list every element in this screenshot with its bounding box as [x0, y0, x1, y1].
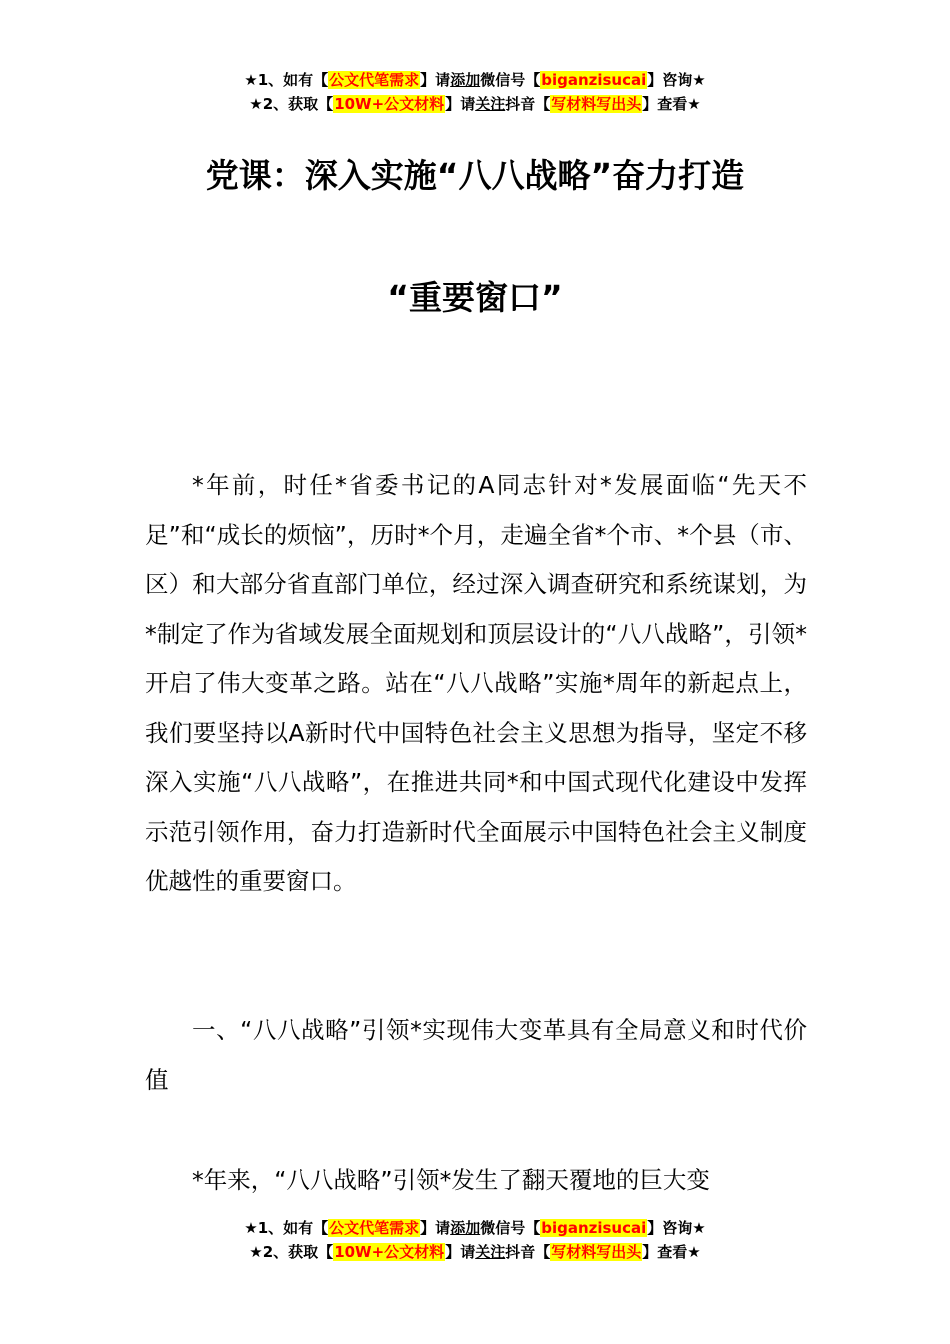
- footer-line-1: ★1、如有【公文代笔需求】请添加微信号【biganzisucai】咨询★: [244, 1219, 706, 1237]
- header-banner: [0, 68, 950, 116]
- highlight-service: 公文代笔需求: [329, 71, 420, 89]
- paragraph-intro-text: *年前，时任*省委书记的A同志针对*发展面临“先天不足”和“成长的烦恼”，历时*个月，走遍全省*个市、*个县（市、区）和大部分省直部门单位，经过深入调查研究和系统谋划，为*制定了作为省域发展全面规划和顶层设计的“八八战略”，引领*开启了伟大变革之路。站在“八八战略”实施*周年的新起点上，我们要坚持以A新时代中国特色社会主义思想为指导，坚定不移深入实施“八八战略”，在推进共同*和中国式现代化建设中发挥示范引领作用，奋力打造新时代全面展示中国特色社会主义制度优越性的重要窗口。: [145, 471, 807, 895]
- section-heading-1: [145, 1006, 807, 1105]
- paragraph-section-1-text: *年来，“八八战略”引领*发生了翻天覆地的巨大变: [192, 1166, 710, 1194]
- footer-highlight-douyin-id: 写材料写出头: [551, 1243, 642, 1261]
- footer-banner: [0, 1216, 950, 1264]
- banner-line-1: ★1、如有【公文代笔需求】请添加微信号【biganzisucai】咨询★: [244, 71, 706, 89]
- footer-line-2: ★2、获取【10W+公文材料】请关注抖音【写材料写出头】查看★: [249, 1243, 701, 1261]
- footer-highlight-service: 公文代笔需求: [329, 1219, 420, 1237]
- banner-line-2: ★2、获取【10W+公文材料】请关注抖音【写材料写出头】查看★: [249, 95, 701, 113]
- highlight-wechat-id: biganzisucai: [541, 71, 647, 89]
- paragraph-intro: [145, 461, 807, 907]
- highlight-douyin-id: 写材料写出头: [551, 95, 642, 113]
- footer-highlight-materials: 10W+公文材料: [334, 1243, 445, 1261]
- document-title-line-1: 党课：深入实施“八八战略”奋力打造: [205, 156, 745, 195]
- footer-highlight-wechat-id: biganzisucai: [541, 1219, 647, 1237]
- document-title-line-2: “重要窗口”: [387, 278, 563, 317]
- highlight-materials: 10W+公文材料: [334, 95, 445, 113]
- section-heading-1-text: 一、“八八战略”引领*实现伟大变革具有全局意义和时代价值: [145, 1016, 807, 1094]
- paragraph-section-1: [145, 1156, 807, 1206]
